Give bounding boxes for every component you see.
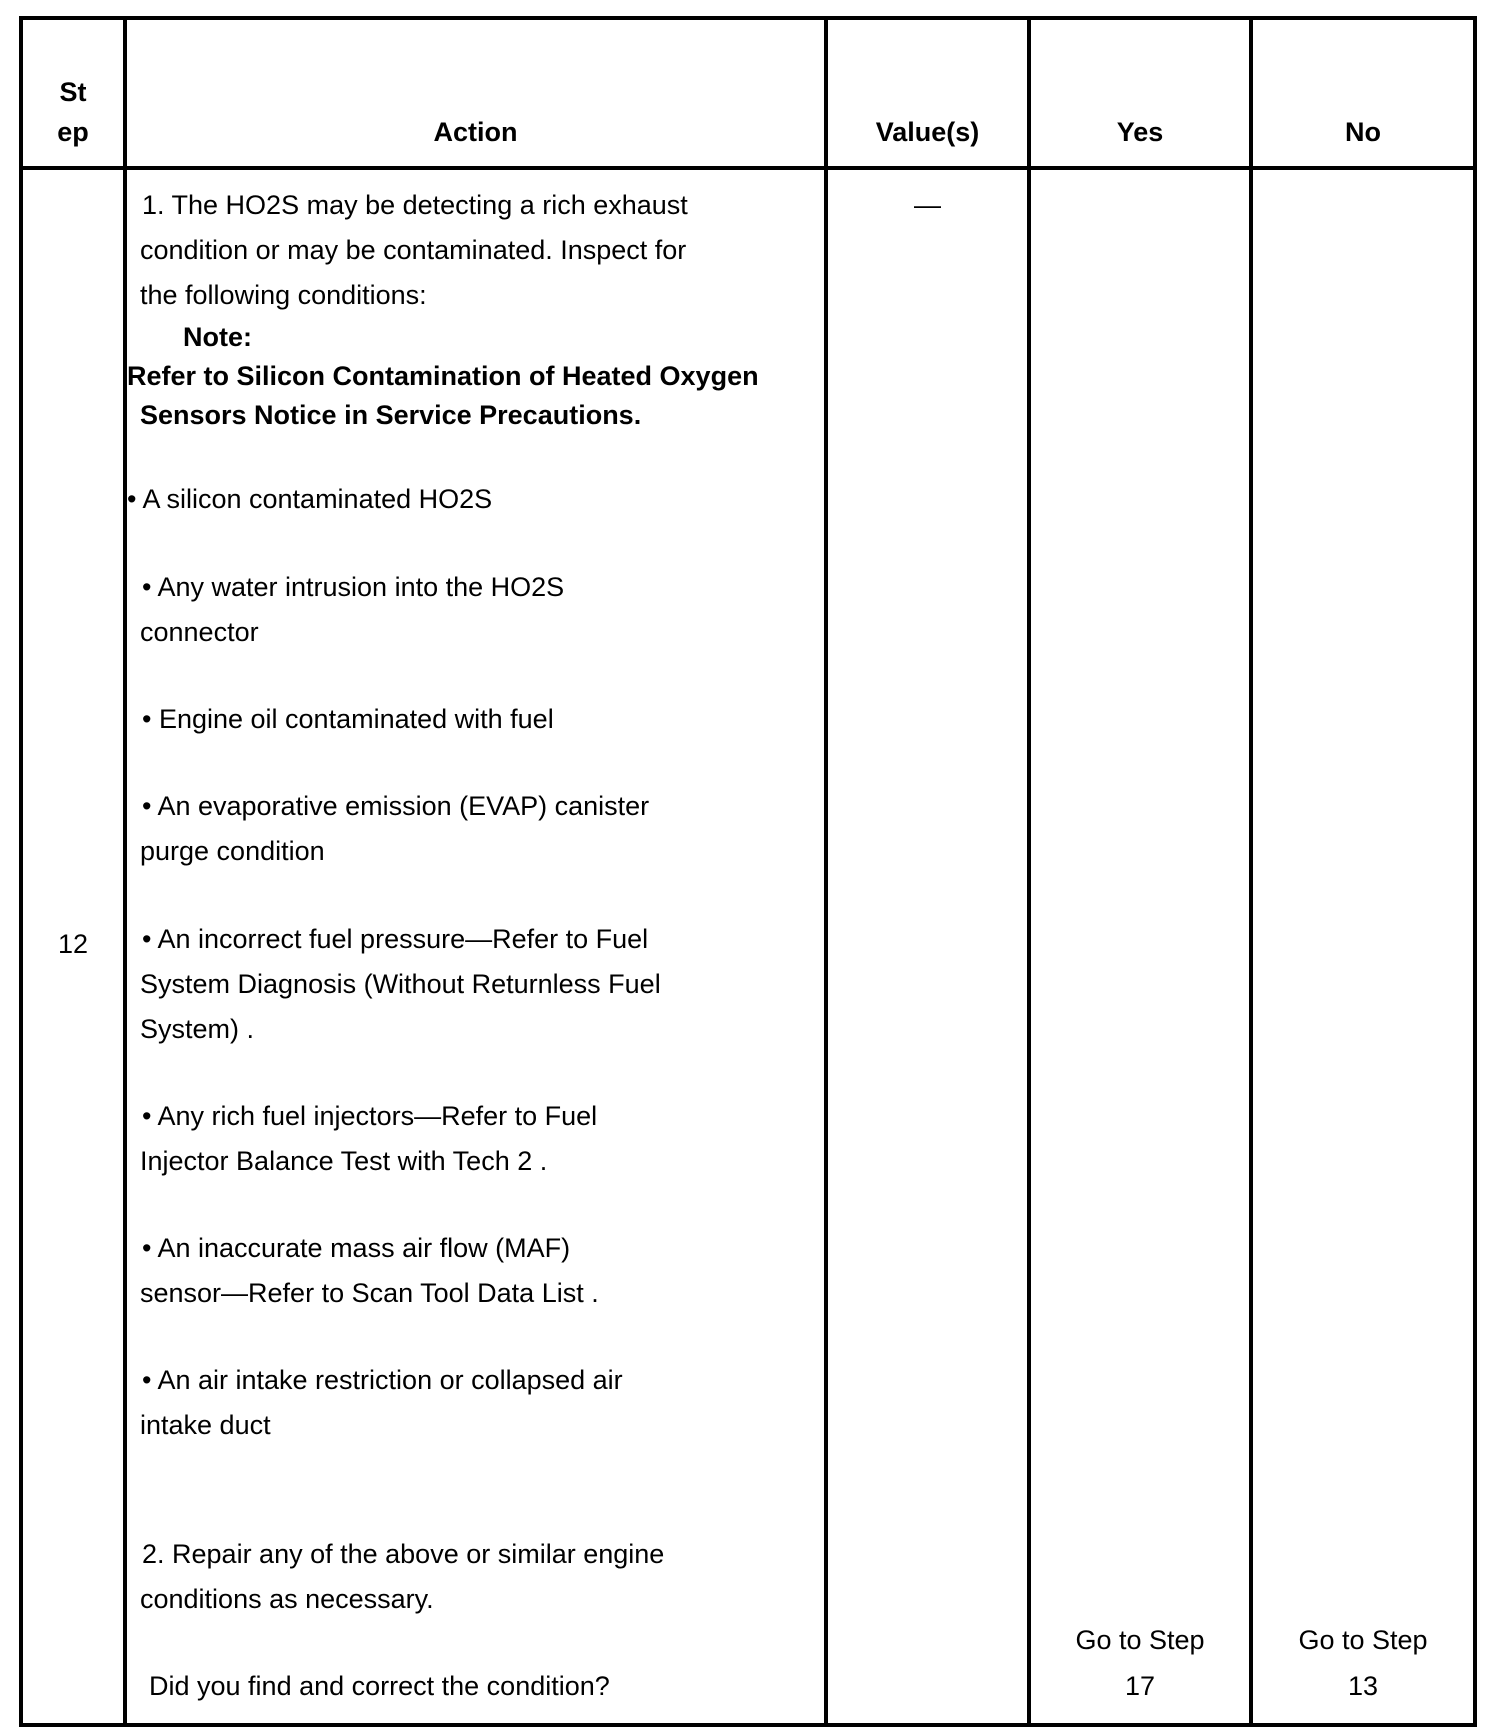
bullet-maf-line1: • An inaccurate mass air flow (MAF) [142,1233,571,1263]
column-divider-yes [1027,16,1031,1727]
table-right-border [1473,16,1477,1727]
note-line2: Sensors Notice in Service Precautions. [140,400,642,430]
value-cell: — [914,190,941,220]
note-label: Note: [183,322,252,352]
header-step [23,72,123,152]
action-item1-line2: condition or may be contaminated. Inspect for [140,235,687,265]
yes-goto-step: 17 [1124,1671,1156,1701]
header-no: No [1345,117,1381,147]
bullet-evap-line1: • An evaporative emission (EVAP) canister [142,791,650,821]
action-item2-line1: 2. Repair any of the above or similar engine [142,1539,665,1569]
column-divider-values [824,16,828,1727]
header-step-line1: St [59,77,87,107]
header-action: Action [433,117,518,147]
header-step-line2: ep [57,117,89,147]
bullet-injectors-line2: Injector Balance Test with Tech 2 . [140,1146,548,1176]
action-question: Did you find and correct the condition? [149,1671,610,1701]
no-goto-step: 13 [1347,1671,1379,1701]
bullet-maf-line2: sensor—Refer to Scan Tool Data List . [140,1278,599,1308]
header-divider [19,166,1477,170]
bullet-silicon: • A silicon contaminated HO2S [127,484,493,514]
column-divider-action [123,16,127,1727]
note-line1: Refer to Silicon Contamination of Heated Oxygen [127,361,759,391]
header-values: Value(s) [875,117,980,147]
table-bottom-border [19,1723,1477,1727]
table-top-border [19,16,1477,20]
action-item1-line1: 1. The HO2S may be detecting a rich exhaust [142,190,688,220]
action-item1-line3: the following conditions: [140,280,427,310]
column-divider-no [1249,16,1253,1727]
table-left-border [19,16,23,1727]
no-goto-line1: Go to Step [1298,1625,1428,1655]
bullet-evap-line2: purge condition [140,836,325,866]
bullet-oil: • Engine oil contaminated with fuel [142,704,554,734]
bullet-water-line1: • Any water intrusion into the HO2S [142,572,565,602]
bullet-air-intake-line1: • An air intake restriction or collapsed air [142,1365,623,1395]
bullet-air-intake-line2: intake duct [140,1410,271,1440]
bullet-fuel-pressure-line3: System) . [140,1014,255,1044]
bullet-water-line2: connector [140,617,259,647]
header-yes: Yes [1116,117,1164,147]
step-number: 12 [57,929,89,959]
yes-goto-line1: Go to Step [1075,1625,1205,1655]
bullet-injectors-line1: • Any rich fuel injectors—Refer to Fuel [142,1101,598,1131]
bullet-fuel-pressure-line2: System Diagnosis (Without Returnless Fuel [140,969,661,999]
action-item2-line2: conditions as necessary. [140,1584,434,1614]
bullet-fuel-pressure-line1: • An incorrect fuel pressure—Refer to Fuel [142,924,649,954]
